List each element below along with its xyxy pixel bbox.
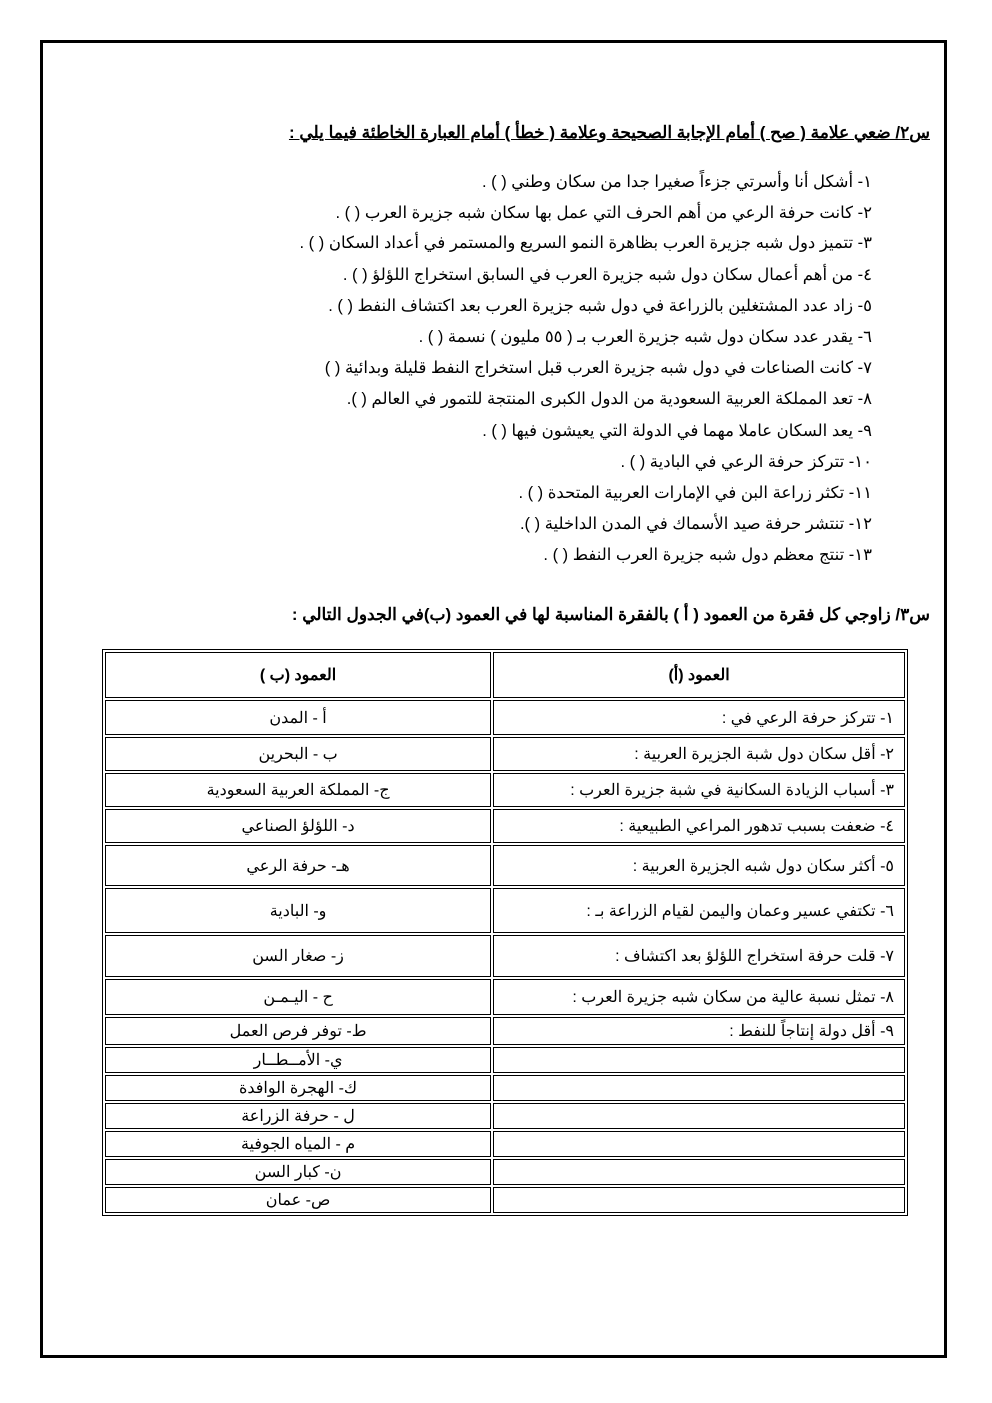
column-b-cell: ل - حرفة الزراعة [105, 1103, 491, 1129]
statement-2: ٢- كانت حرفة الرعي من أهم الحرف التي عمل بها سكان شبه جزيرة العرب ( ) . [335, 204, 872, 222]
column-b-cell: ص- عمان [105, 1187, 491, 1213]
column-a-cell: ٣- أسباب الزيادة السكانية في شبة جزيرة العرب : [493, 773, 905, 807]
column-a-cell: ٨- تمثل نسبة عالية من سكان شبه جزيرة العرب : [493, 979, 905, 1015]
column-a-cell [493, 1159, 905, 1185]
column-b-cell: ب - البحرين [105, 737, 491, 771]
column-a-cell: ٩- أقل دولة إنتاجاً للنفط : [493, 1017, 905, 1045]
statement-13: ١٣- تنتج معظم دول شبه جزيرة العرب النفط ( ) . [543, 546, 872, 564]
column-b-cell: و- البادية [105, 888, 491, 933]
column-a-cell: ٥- أكثر سكان دول شبه الجزيرة العربية : [493, 845, 905, 886]
statement-11: ١١- تكثر زراعة البن في الإمارات العربية المتحدة ( ) . [518, 484, 872, 502]
column-b-cell: ك- الهجرة الوافدة [105, 1075, 491, 1101]
column-b-cell: هـ- حرفة الرعي [105, 845, 491, 886]
column-a-cell [493, 1131, 905, 1157]
table-row [105, 773, 905, 807]
column-b-cell: ج- المملكة العربية السعودية [105, 773, 491, 807]
column-a-cell: ٤- ضعفت بسبب تدهور المراعي الطبيعية : [493, 809, 905, 843]
column-b-cell: د- اللؤلؤ الصناعي [105, 809, 491, 843]
statement-3: ٣- تتميز دول شبه جزيرة العرب بظاهرة النمو السريع والمستمر في أعداد السكان ( ) . [299, 234, 872, 252]
column-b-cell: ز- صغار السن [105, 935, 491, 977]
table-row [105, 1047, 905, 1073]
table-row [105, 979, 905, 1015]
column-b-cell: ح - اليـمـن [105, 979, 491, 1015]
statement-9: ٩- يعد السكان عاملا مهما في الدولة التي يعيشون فيها ( ) . [482, 422, 872, 440]
column-a-header: العمود (أ) [493, 652, 905, 698]
matching-table [102, 649, 908, 1216]
table-header-row [105, 652, 905, 698]
column-b-cell: ط- توفر فرص العمل [105, 1017, 491, 1045]
statement-12: ١٢- تنتشر حرفة صيد الأسماك في المدن الداخلية ( ). [519, 515, 872, 533]
statement-1: ١- أشكل أنا وأسرتي جزءاً صغيرا جدا من سكان وطني ( ) . [481, 173, 872, 191]
column-a-cell: ٧- قلت حرفة استخراج اللؤلؤ بعد اكتشاف : [493, 935, 905, 977]
table-row [105, 700, 905, 735]
statement-4: ٤- من أهم أعمال سكان دول شبه جزيرة العرب في السابق استخراج اللؤلؤ ( ) . [342, 266, 872, 284]
table-row [105, 935, 905, 977]
table-row [105, 737, 905, 771]
table-row [105, 888, 905, 933]
table-row [105, 1159, 905, 1185]
table-row [105, 1075, 905, 1101]
question-3-title: س٣/ زاوجي كل فقرة من العمود ( أ ) بالفقرة المناسبة لها في العمود (ب)في الجدول التالي : [291, 605, 930, 624]
column-a-cell [493, 1047, 905, 1073]
table-row [105, 1103, 905, 1129]
statement-10: ١٠- تتركز حرفة الرعي في البادية ( ) . [620, 453, 872, 471]
table-row [105, 809, 905, 843]
column-b-cell: أ - المدن [105, 700, 491, 735]
table-row [105, 845, 905, 886]
column-a-cell: ٦- تكتفي عسير وعمان واليمن لقيام الزراعة بـ : [493, 888, 905, 933]
column-b-cell: ي- الأمــطــار [105, 1047, 491, 1073]
column-b-cell: م - المياه الجوفية [105, 1131, 491, 1157]
statement-8: ٨- تعد المملكة العربية السعودية من الدول الكبرى المنتجة للتمور في العالم ( ). [346, 390, 872, 408]
table-row [105, 1017, 905, 1045]
column-a-cell [493, 1103, 905, 1129]
column-a-cell [493, 1187, 905, 1213]
question-2-title: س٢/ ضعي علامة ( صح ) أمام الإجابة الصحيحة وعلامة ( خطأ ) أمام العبارة الخاطئة فيما يلي : [288, 123, 930, 142]
table-row [105, 1187, 905, 1213]
column-b-header: العمود (ب ) [105, 652, 491, 698]
column-b-cell: ن- كبار السن [105, 1159, 491, 1185]
column-a-cell [493, 1075, 905, 1101]
column-a-cell: ٢- أقل سكان دول شبة الجزيرة العربية : [493, 737, 905, 771]
table-row [105, 1131, 905, 1157]
statement-6: ٦- يقدر عدد سكان دول شبه جزيرة العرب بـ ( ٥٥ مليون ) نسمة ( ) . [418, 328, 872, 346]
statement-7: ٧- كانت الصناعات في دول شبه جزيرة العرب قبل استخراج النفط قليلة وبدائية ( ) [324, 359, 872, 377]
column-a-cell: ١- تتركز حرفة الرعي في : [493, 700, 905, 735]
statement-5: ٥- زاد عدد المشتغلين بالزراعة في دول شبه جزيرة العرب بعد اكتشاف النفط ( ) . [328, 297, 872, 315]
